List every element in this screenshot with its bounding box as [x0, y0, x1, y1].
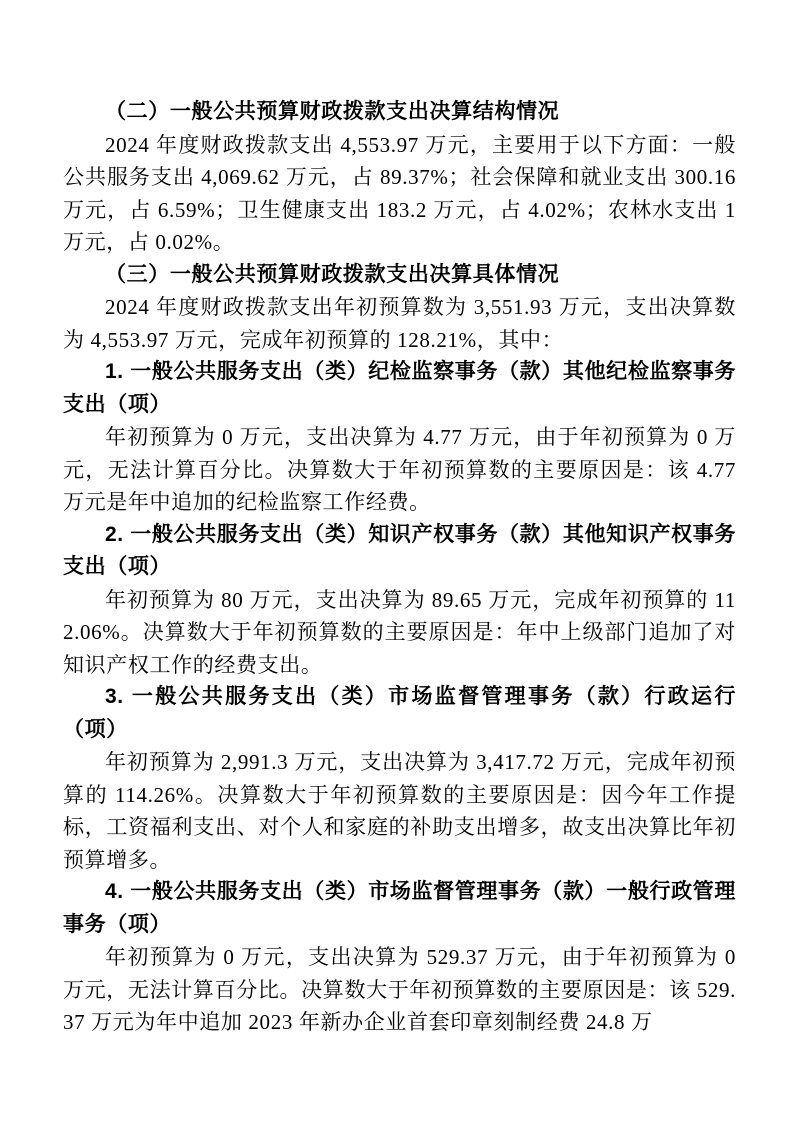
paragraph-item-1-detail: 年初预算为 0 万元，支出决算为 4.77 万元，由于年初预算为 0 万元，无法计算百分比。决算数大于年初预算数的主要原因是：该 4.77 万元是年中追加的纪检监察工作经费。: [63, 425, 736, 514]
item-heading-3-administrative-operation: 3. 一般公共服务支出（类）市场监督管理事务（款）行政运行（项）: [63, 685, 736, 741]
section-heading-specific-overview: （三）一般公共预算财政拨款支出决算具体情况: [105, 262, 560, 286]
paragraph-structure-detail: 2024 年度财政拨款支出 4,553.97 万元，主要用于以下方面：一般公共服务支出 4,069.62 万元，占 89.37%；社会保障和就业支出 300.16 万元，占 6.59%；卫生健康支出 183.2 万元，占 4.02%；农林水支出 1 万元，占 0.02%。: [63, 132, 736, 254]
item-heading-2-intellectual-property: 2. 一般公共服务支出（类）知识产权事务（款）其他知识产权事务支出（项）: [63, 522, 736, 578]
item-heading-4-general-admin-affairs: 4. 一般公共服务支出（类）市场监督管理事务（款）一般行政管理事务（项）: [63, 880, 736, 936]
paragraph-specific-intro: 2024 年度财政拨款支出年初预算数为 3,551.93 万元，支出决算数为 4,553.97 万元，完成年初预算的 128.21%，其中：: [63, 295, 736, 352]
item-heading-1-discipline-inspection: 1. 一般公共服务支出（类）纪检监察事务（款）其他纪检监察事务支出（项）: [63, 360, 736, 416]
paragraph-item-2-detail: 年初预算为 80 万元，支出决算为 89.65 万元，完成年初预算的 112.06%。决算数大于年初预算数的主要原因是：年中上级部门追加了对知识产权工作的经费支出。: [63, 587, 736, 677]
paragraph-item-3-detail: 年初预算为 2,991.3 万元，支出决算为 3,417.72 万元，完成年初预算的 114.26%。决算数大于年初预算数的主要原因是：因今年工作提标，工资福利支出、对个人和家庭的补助支出增多，故支出决算比年初预算增多。: [63, 750, 736, 872]
paragraph-item-4-detail: 年初预算为 0 万元，支出决算为 529.37 万元，由于年初预算为 0 万元，无法计算百分比。决算数大于年初预算数的主要原因是：该 529.37 万元为年中追加 2023 年新办企业首套印章刻制经费 24.8 万: [63, 945, 736, 1034]
section-heading-structure-overview: （二）一般公共预算财政拨款支出决算结构情况: [105, 100, 560, 123]
